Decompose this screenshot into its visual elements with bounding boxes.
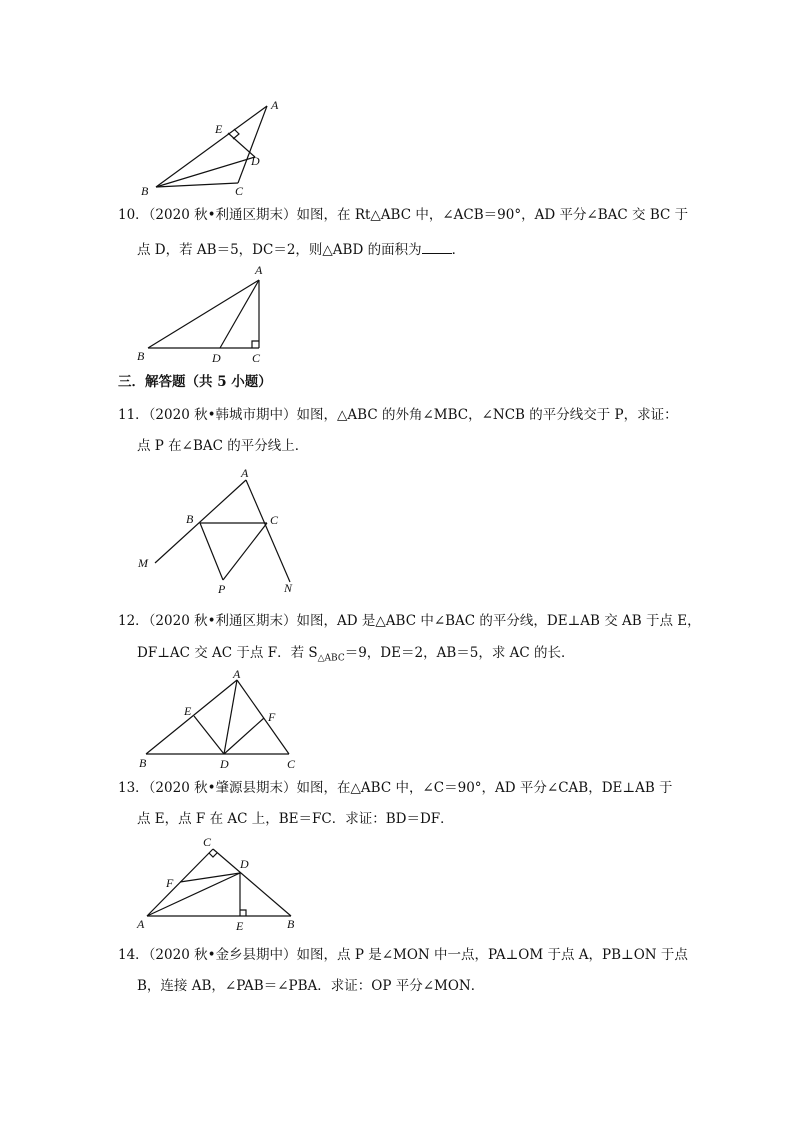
- label-p: P: [218, 582, 226, 596]
- segment-bp: [200, 523, 223, 580]
- label-a: A: [271, 98, 279, 112]
- segment-ba: [156, 106, 267, 187]
- label-e: E: [184, 704, 192, 718]
- label-d: D: [251, 154, 260, 168]
- segment-fd: [224, 718, 264, 754]
- right-angle-mark-e: [240, 910, 246, 916]
- q11-line2: 点 P 在∠BAC 的平分线上．: [137, 438, 309, 454]
- label-f: F: [166, 876, 174, 890]
- label-c: C: [252, 351, 261, 365]
- segment-ac: [237, 680, 289, 754]
- q14-line2: B，连接 AB，∠PAB＝∠PBA．求证：OP 平分∠MON．: [137, 978, 485, 994]
- label-c: C: [203, 835, 212, 849]
- figure-q11-svg: [130, 465, 305, 600]
- label-a: A: [241, 466, 249, 480]
- figure-q13-svg: [130, 830, 305, 935]
- segment-bd: [156, 157, 255, 187]
- q11-line1: 11．（2020 秋•韩城市期中）如图，△ABC 的外角∠MBC，∠NCB 的平分线交于 P，求证：: [118, 407, 678, 423]
- q10-line1: 10．（2020 秋•利通区期末）如图，在 Rt△ABC 中，∠ACB＝90°，AD 平分∠BAC 交 BC 于: [118, 207, 689, 223]
- label-b: B: [139, 756, 147, 770]
- label-d: D: [212, 351, 221, 365]
- label-b: B: [186, 512, 194, 526]
- segment-ed: [194, 716, 224, 754]
- segment-ad: [224, 680, 237, 754]
- label-b: B: [137, 349, 145, 363]
- segment-ac: [147, 849, 213, 916]
- q10-line2: [137, 240, 465, 260]
- figure-q9-svg: [130, 95, 290, 205]
- q12-line2b: ＝9，DE＝2，AB＝5，求 AC 的长．: [344, 645, 575, 661]
- answer-blank: [422, 241, 452, 254]
- q12-area-subscript: △ABC: [317, 653, 345, 664]
- figure-q9: [130, 95, 290, 205]
- figure-q10: [130, 260, 280, 370]
- segment-ad: [220, 280, 259, 348]
- segment-cb: [213, 849, 291, 916]
- label-d: D: [240, 857, 249, 871]
- ray-an: [246, 480, 290, 582]
- q13-line2: 点 E，点 F 在 AC 上，BE＝FC．求证：BD＝DF．: [137, 811, 454, 827]
- label-e: E: [236, 919, 244, 933]
- q10-line2-text: 点 D，若 AB＝5，DC＝2，则△ABD 的面积为: [137, 242, 422, 258]
- q10-line2-end: ．: [451, 242, 466, 258]
- figure-q11: [130, 465, 305, 600]
- label-c: C: [270, 513, 279, 527]
- q12-line1: 12．（2020 秋•利通区期末）如图，AD 是△ABC 中∠BAC 的平分线，DE⊥AB 交 AB 于点 E，: [118, 613, 701, 629]
- label-b: B: [287, 917, 295, 931]
- right-angle-mark-c: [209, 853, 217, 857]
- q13-line1: 13．（2020 秋•肇源县期末）如图，在△ABC 中，∠C＝90°，AD 平分∠CAB，DE⊥AB 于: [118, 780, 673, 796]
- label-e: E: [215, 122, 223, 136]
- right-angle-mark: [252, 341, 259, 348]
- figure-q12-svg: [130, 665, 305, 775]
- figure-q12: [130, 665, 305, 775]
- figure-q13: [130, 830, 305, 935]
- segment-ba: [148, 280, 259, 348]
- label-c: C: [287, 757, 296, 771]
- q14-line1: 14．（2020 秋•金乡县期中）如图，点 P 是∠MON 中一点，PA⊥OM 于点 A，PB⊥ON 于点: [118, 947, 688, 963]
- label-c: C: [235, 184, 244, 198]
- label-b: B: [141, 184, 149, 198]
- label-d: D: [220, 757, 229, 771]
- label-m: M: [138, 556, 148, 570]
- segment-cp: [223, 523, 267, 580]
- section-title: 三．解答题（共 5 小题）: [118, 374, 272, 390]
- label-a: A: [137, 917, 145, 931]
- q12-line2a: DF⊥AC 交 AC 于点 F．若 S: [137, 645, 318, 661]
- segment-ba: [146, 680, 237, 754]
- label-a: A: [255, 263, 263, 277]
- figure-q10-svg: [130, 260, 280, 370]
- label-a: A: [233, 667, 241, 681]
- label-f: F: [268, 710, 276, 724]
- ray-am: [155, 480, 246, 563]
- segment-ac: [238, 106, 267, 183]
- label-n: N: [284, 581, 293, 595]
